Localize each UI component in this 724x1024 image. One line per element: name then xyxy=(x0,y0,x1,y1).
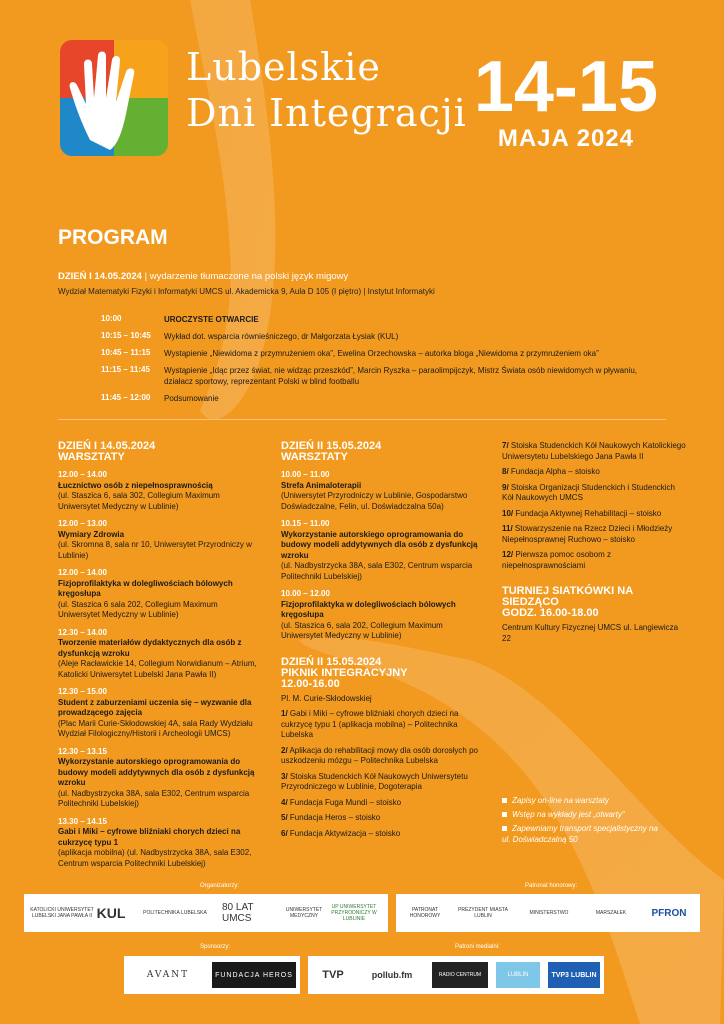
workshop-title: Student z zaburzeniami uczenia się – wyzwanie dla prowadzącego zajęcia xyxy=(58,697,252,717)
marshal-logo-text: MARSZAŁEK xyxy=(595,910,627,916)
bullet-square-icon xyxy=(502,826,507,831)
workshop-location: (Aleje Racławickie 14, Collegium Norwidianum – Atrium, Katolicki Uniwersytet Lubelski Jana Pawła II) xyxy=(58,659,257,679)
sponsors-logo-strip xyxy=(124,956,300,994)
picnic-item xyxy=(281,772,481,793)
picnic-item-text: Fundacja Fuga Mundi – stoisko xyxy=(289,797,402,807)
schedule-row xyxy=(101,365,641,387)
tvp-logo xyxy=(312,962,354,988)
picnic-item-text: Fundacja Heros – stoisko xyxy=(289,813,381,822)
event-title xyxy=(186,44,467,136)
volleyball-heading: TURNIEJ SIATKÓWKI NA SIEDZĄCO xyxy=(502,585,633,608)
picnic-item xyxy=(281,709,481,741)
workshop-title: Strefa Animaloterapii xyxy=(281,480,362,490)
day1-header-note: wydarzenie tłumaczone na polski język migowy xyxy=(149,271,349,282)
workshop-item xyxy=(58,519,258,561)
info-note xyxy=(502,795,662,806)
workshop-time: 12.30 – 13.15 xyxy=(58,746,107,756)
workshop-title: Łucznictwo osób z niepełnosprawnością xyxy=(58,480,213,490)
workshops-day1-column xyxy=(58,441,258,874)
kul-mark-logo xyxy=(94,900,128,926)
schedule-desc: Wystąpienie „Idąc przez świat, nie widząc przeszkód”, Marcin Ryszka – paraolimpijczyk, Mistrz Świata osób niewidomych w pływaniu, działacz sportowy, reprezentant Polski w blind footballu xyxy=(164,366,637,386)
picnic-item xyxy=(502,550,688,571)
schedule-desc: Wystąpienie „Niewidoma z przymrużeniem oka”, Ewelina Orzechowska – autorka bloga „Niewidoma z przymrużeniem oka” xyxy=(164,349,599,358)
workshop-item xyxy=(58,747,258,810)
picnic-item-text: Stoiska Studenckich Kół Naukowych Katolickiego Uniwersytetu Lubelskiego Jana Pawła II xyxy=(502,441,686,461)
ministry-logo-text: MINISTERSTWO xyxy=(529,910,569,916)
col1-heading-type: WARSZTATY xyxy=(58,451,125,463)
tvp3-lublin-logo-text: TVP3 LUBLIN xyxy=(551,971,597,979)
media-logo-strip xyxy=(308,956,604,994)
picnic-item-text: Fundacja Aktywnej Rehabilitacji – stoisko xyxy=(515,508,662,518)
workshop-time: 10.15 – 11.00 xyxy=(281,519,330,528)
schedule-desc: UROCZYSTE OTWARCIE xyxy=(164,315,259,324)
media-label: Patroni medialni: xyxy=(455,944,500,950)
picnic-item-number: 7/ xyxy=(502,441,509,450)
kul-logo-text: KATOLICKI UNIWERSYTET LUBELSKI JANA PAWŁA II xyxy=(30,907,94,919)
pollub-fm-logo-text: pollub.fm xyxy=(371,970,413,980)
workshop-item xyxy=(281,589,481,642)
workshop-item xyxy=(281,519,481,582)
col2-heading-date: DZIEŃ II 15.05.2024 xyxy=(281,440,382,452)
tvp3-lublin-logo xyxy=(548,962,600,988)
event-logo xyxy=(60,40,168,156)
patronat-honorowy-logo xyxy=(400,900,450,926)
workshop-location: (ul. Staszica 6 sala 202, Collegium Maximum Uniwersytet Medyczny w Lublinie) xyxy=(58,599,218,619)
patronat-honorowy-text: PATRONAT HONOROWY xyxy=(409,907,441,919)
schedule-desc: Podsumowanie xyxy=(164,394,219,403)
radio-centrum-logo-text: RADIO CENTRUM xyxy=(438,972,482,978)
workshop-title: Wykorzystanie autorskiego oprogramowania do budowy modeli addytywnych dla osób z dysfunkcją wzroku xyxy=(281,529,478,560)
workshop-time: 10.00 – 11.00 xyxy=(281,470,330,479)
picnic-item-text: Fundacja Alpha – stoisko xyxy=(510,467,600,476)
day1-location: Wydział Matematyki Fizyki i Informatyki UMCS ul. Akademicka 9, Aula D 105 (I piętro) | Instytut Informatyki xyxy=(58,287,435,296)
up-lublin-logo-text: UP UNIWERSYTET PRZYRODNICZY W LUBLINIE xyxy=(331,904,377,922)
workshop-location: (Plac Marii Curie-Skłodowskiej 4A, sala Rady Wydziału Wydział Filologiczny/Historii i Archeologii UMCS) xyxy=(58,718,253,738)
picnic-item-number: 5/ xyxy=(281,813,288,822)
info-note-text: Zapisy on-line na warsztaty xyxy=(512,796,609,805)
umlub-logo xyxy=(286,900,322,926)
schedule-row xyxy=(101,393,641,404)
lublin-media-logo-text: LUBLIN xyxy=(507,972,529,978)
umlub-logo-text: UNIWERSYTET MEDYCZNY xyxy=(285,907,323,919)
workshops-day2-column xyxy=(281,441,481,844)
workshop-item xyxy=(58,687,258,740)
workshop-time: 13.30 – 14.15 xyxy=(58,816,107,826)
picnic-item-text: Fundacja Aktywizacja – stoisko xyxy=(289,828,401,838)
avant-logo xyxy=(128,962,208,988)
info-note xyxy=(502,823,662,845)
avant-logo-text: AVANT xyxy=(146,970,190,980)
pollub-fm-logo xyxy=(364,962,420,988)
picnic-item-number: 10/ xyxy=(502,508,514,518)
picnic-item-number: 2/ xyxy=(281,745,288,755)
date-range: 14-15 xyxy=(473,47,658,127)
event-dates xyxy=(474,48,658,152)
workshop-item xyxy=(58,628,258,681)
fundacja-heros-logo-text: FUNDACJA HEROS xyxy=(215,971,293,979)
day1-header-sep: | xyxy=(144,271,150,282)
picnic-item-text: Stoiska Studenckich Kół Naukowych Uniwersytetu Przyrodniczego w Lublinie, Dogoterapia xyxy=(281,771,468,791)
workshop-title: Gabi i Miki – cyfrowe bliźniaki chorych dzieci na cukrzycę typu 1 xyxy=(58,827,241,847)
picnic-item-text: Stowarzyszenie na Rzecz Dzieci i Młodzieży Niepełnosprawnej Ruchowo – stoisko xyxy=(502,524,673,544)
picnic-item-number: 12/ xyxy=(502,550,514,559)
workshop-title: Fizjoprofilaktyka w dolegliwościach bólowych kręgosłupa xyxy=(58,578,233,598)
day1-schedule xyxy=(101,314,641,410)
picnic-item-number: 11/ xyxy=(502,524,513,533)
politechnika-logo-text: POLITECHNIKA LUBELSKA xyxy=(143,910,207,916)
picnic-item-number: 1/ xyxy=(281,709,288,718)
workshop-location: (ul. Skromna 8, sala nr 10, Uniwersytet Przyrodniczy w Lublinie) xyxy=(58,540,252,560)
schedule-row xyxy=(101,348,641,359)
col2-heading-type: WARSZTATY xyxy=(281,451,348,463)
workshop-location: (aplikacja mobilna) (ul. Nadbystrzycka 38A, sala E302, Centrum wsparcia Politechniki Lubelskiej) xyxy=(58,848,252,868)
tvp-logo-text: TVP xyxy=(322,969,344,981)
organizers-logo-strip xyxy=(24,894,388,932)
organizers-label: Organizatorzy: xyxy=(200,883,240,889)
workshop-time: 12.00 – 14.00 xyxy=(58,470,107,479)
picnic-item xyxy=(281,813,481,824)
patrons-label: Patronat honorowy: xyxy=(525,883,578,889)
workshop-location: (Uniwersytet Przyrodniczy w Lublinie, Gospodarstwo Doświadczalne, Felin, ul. Doświadczalna 50a) xyxy=(281,491,468,511)
up-lublin-logo xyxy=(324,900,384,926)
volleyball-place: Centrum Kultury Fizycznej UMCS ul. Langiewicza 22 xyxy=(502,623,679,643)
picnic-item xyxy=(502,467,688,478)
picnic-heading-time: 12.00-16.00 xyxy=(281,677,340,690)
schedule-time: 10:15 – 10:45 xyxy=(101,331,151,340)
picnic-item xyxy=(502,509,688,520)
umcs-80-logo xyxy=(222,900,282,926)
info-note-text: Zapewniamy transport specjalistyczny na ul. Doświadczalną 50 xyxy=(502,824,658,844)
kul-logo xyxy=(30,900,94,926)
workshop-item xyxy=(281,470,481,512)
title-line-1: Lubelskie xyxy=(186,45,381,89)
politechnika-logo xyxy=(140,900,210,926)
lublin-city-logo xyxy=(452,900,514,926)
picnic-item xyxy=(502,441,688,462)
schedule-time: 11:15 – 11:45 xyxy=(101,365,150,374)
lublin-media-logo xyxy=(496,962,540,988)
workshop-time: 12.30 – 14.00 xyxy=(58,627,107,637)
workshop-title: Tworzenie materiałów dydaktycznych dla osób z dysfunkcją wzroku xyxy=(58,638,242,658)
picnic-item-number: 4/ xyxy=(281,797,288,807)
picnic-item-number: 9/ xyxy=(502,482,509,492)
picnic-item-number: 6/ xyxy=(281,828,288,838)
picnic-item-text: Gabi i Miki – cyfrowe bliźniaki chorych dzieci na cukrzycę typu 1 (aplikacja mobilna) – Politechnika Lubelska xyxy=(281,709,459,739)
picnic-heading-date: DZIEŃ II 15.05.2024 xyxy=(281,655,382,668)
kul-mark-text: KUL xyxy=(96,905,126,921)
schedule-row xyxy=(101,331,641,342)
workshop-location: (ul. Staszica 6, sala 302, Collegium Maximum Uniwersytet Medyczny w Lublinie) xyxy=(58,491,220,511)
picnic-item xyxy=(281,798,481,809)
info-notes xyxy=(502,795,662,848)
section-divider xyxy=(58,419,666,420)
workshop-location: (ul. Staszica 6, sala 202, Collegium Maximum Uniwersytet Medyczny w Lublinie) xyxy=(281,620,443,640)
picnic-item-text: Pierwsza pomoc osobom z niepełnosprawnościami xyxy=(502,550,611,570)
schedule-time: 10:00 xyxy=(101,314,122,323)
bullet-square-icon xyxy=(502,812,507,817)
sponsors-label: Sponsorzy: xyxy=(200,944,231,950)
volleyball-time: GODZ. 16.00-18.00 xyxy=(502,607,599,619)
picnic-item-number: 8/ xyxy=(502,467,509,476)
workshop-item xyxy=(58,568,258,621)
ministry-logo xyxy=(518,900,580,926)
workshop-item xyxy=(58,470,258,512)
workshop-location: (ul. Nadbystrzycka 38A, sala E302, Centrum wsparcia Politechniki Lubelskiej) xyxy=(281,561,473,581)
title-line-2: Dni Integracji xyxy=(186,91,467,135)
workshop-time: 12.00 – 13.00 xyxy=(58,519,107,528)
workshop-title: Fizjoprofilaktyka w dolegliwościach bólowych kręgosłupa xyxy=(281,599,456,619)
day1-header xyxy=(58,271,348,282)
patrons-logo-strip xyxy=(396,894,700,932)
workshop-time: 10.00 – 12.00 xyxy=(281,589,330,598)
fundacja-heros-logo xyxy=(212,962,296,988)
picnic-item-text: Stoiska Organizacji Studenckich i Studenckich Kół Naukowych UMCS xyxy=(502,482,675,502)
schedule-row xyxy=(101,314,641,325)
radio-centrum-logo xyxy=(432,962,488,988)
info-note-text: Wstęp na wykłady jest „otwarty” xyxy=(512,810,625,819)
date-month-year: MAJA 2024 xyxy=(497,125,634,152)
picnic-place: Pl. M. Curie-Skłodowskiej xyxy=(281,693,372,703)
picnic-item-text: Aplikacja do rehabilitacji mowy dla osób dorosłych po uszkodzeniu mózgu – Politechnika Lubelska xyxy=(281,745,478,765)
program-heading: PROGRAM xyxy=(58,226,168,249)
schedule-time: 11:45 – 12:00 xyxy=(101,393,151,402)
workshop-item xyxy=(58,817,258,870)
workshop-title: Wymiary Zdrowia xyxy=(58,529,125,539)
picnic-item xyxy=(281,746,481,767)
schedule-desc: Wykład dot. wsparcia równieśniczego, dr Małgorzata Łysiak (KUL) xyxy=(164,332,399,341)
picnic-item xyxy=(502,524,688,545)
marshal-logo xyxy=(586,900,636,926)
umcs-80-logo-text: 80 LAT UMCS xyxy=(222,902,254,924)
schedule-time: 10:45 – 11:15 xyxy=(101,348,151,357)
picnic-item xyxy=(502,483,688,504)
bullet-square-icon xyxy=(502,798,507,803)
col1-heading-date: DZIEŃ I 14.05.2024 xyxy=(58,440,156,452)
workshop-title: Wykorzystanie autorskiego oprogramowania do budowy modeli addytywnych dla osób z dysfunkcją wzroku xyxy=(58,757,255,787)
workshop-time: 12.00 – 14.00 xyxy=(58,568,107,577)
day1-header-date: DZIEŃ I 14.05.2024 xyxy=(58,271,142,282)
picnic-heading-title: PIKNIK INTEGRACYJNY xyxy=(281,666,408,679)
workshop-time: 12.30 – 15.00 xyxy=(58,687,107,696)
info-note xyxy=(502,809,662,820)
lublin-city-logo-text: PREZYDENT MIASTA LUBLIN xyxy=(458,907,508,919)
pfron-logo xyxy=(642,900,696,926)
pfron-logo-text: PFRON xyxy=(651,907,687,919)
workshop-location: (ul. Nadbystrzycka 38A, sala E302, Centrum wsparcia Politechniki Lubelskiej) xyxy=(58,788,250,808)
picnic-continued-column xyxy=(502,441,688,644)
picnic-item-number: 3/ xyxy=(281,771,288,781)
picnic-item xyxy=(281,829,481,840)
